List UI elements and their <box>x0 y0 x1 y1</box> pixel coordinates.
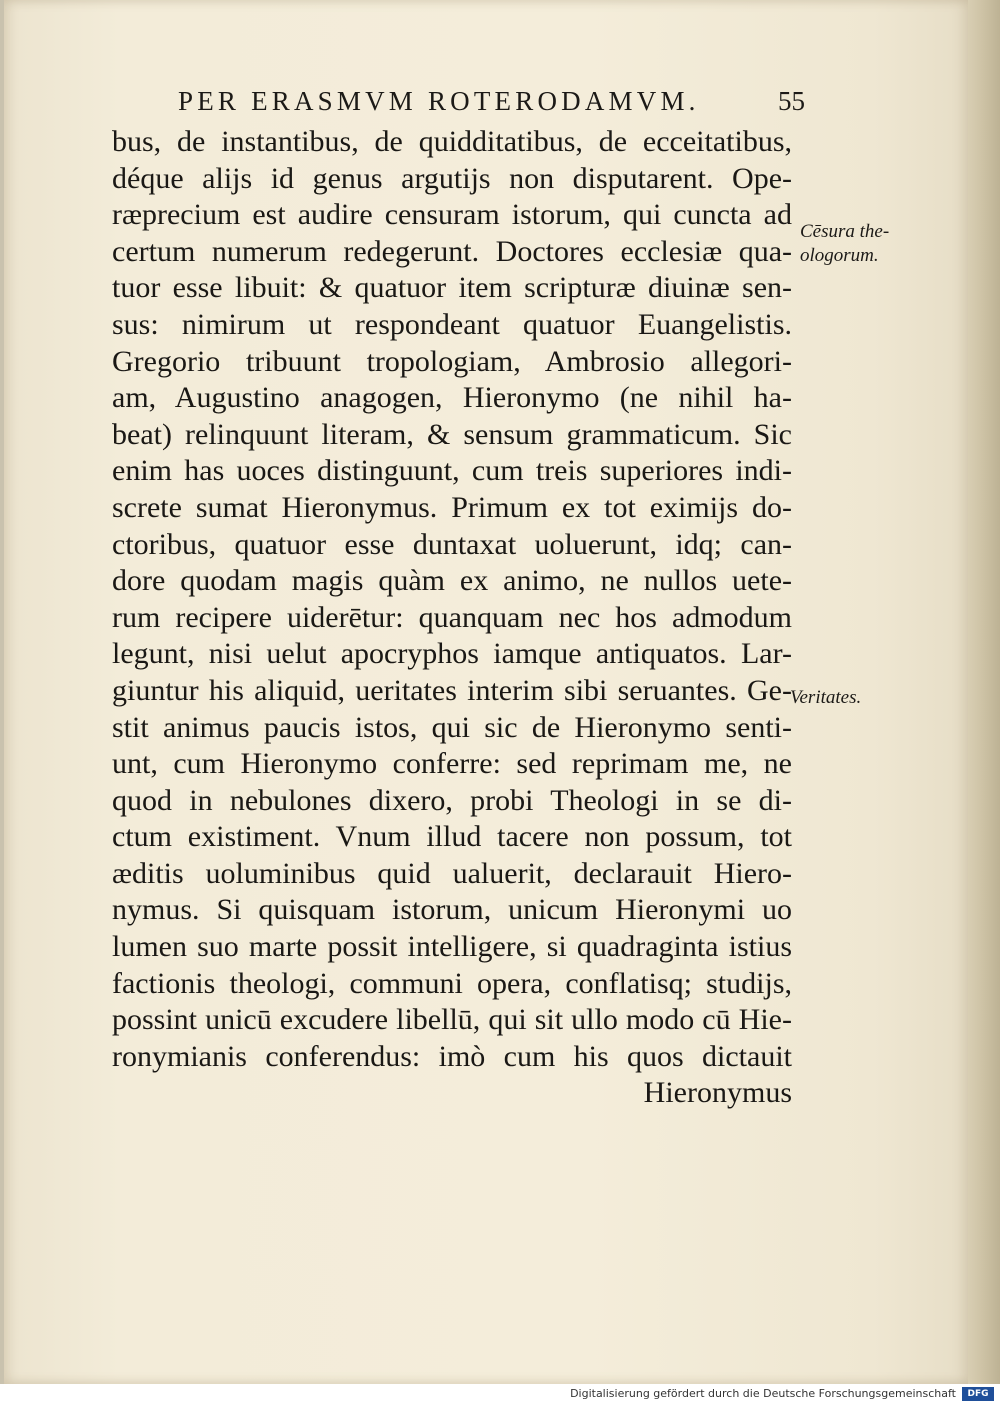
text-line: déque aliјs id genus argutiјs non disputarent. Ope- <box>112 161 792 195</box>
text-line: ctoribus, quatuor esse duntaxat uoluerunt, idq; can- <box>112 527 792 561</box>
text-line: quod in nebulones dixero, probi Theologi in se di- <box>112 783 792 817</box>
text-line: am, Augustino anagogen, Hieronymo (ne nihil ha- <box>112 381 792 415</box>
text-line: enim has uoces distinguunt, cum treis superiores indi- <box>112 454 792 488</box>
text-line: ctum existiment. Vnum illud tacere non possum, tot <box>112 820 792 854</box>
margin-note-veritates <box>790 686 910 710</box>
text-line: æditis uoluminibus quid ualuerit, declarauit Hiero- <box>112 856 792 890</box>
page-header <box>178 84 838 120</box>
text-line: legunt, nisi uelut apocryphos iamque antiquatos. Lar- <box>112 637 792 671</box>
text-line: bus, de instantibus, de quidditatibus, de ecceitatibus, <box>112 125 792 158</box>
text-line: nymus. Si quisquam istorum, unicum Hieronymi uo <box>112 893 792 927</box>
page-edge <box>968 0 1000 1384</box>
margin-note-line: Veritates. <box>790 687 862 708</box>
text-line: factionis theologi, communi opera, conflatisq; studiјs, <box>112 966 792 1000</box>
text-line: Gregorio tribuunt tropologiam, Ambrosio allegori- <box>112 344 792 378</box>
text-line: ronymianis conferendus: imò cum his quos dictauit <box>112 1039 792 1073</box>
margin-note-line: ologorum. <box>800 245 879 266</box>
text-line: unt, cum Hieronymo conferre: sed reprimam me, ne <box>112 747 792 781</box>
running-head: PER ERASMVM ROTERODAMVM. <box>178 86 700 116</box>
text-line: tuor esse libuit: & quatuor item scripturæ diuinæ sen- <box>112 271 792 305</box>
dfg-logo-icon: DFG <box>962 1387 994 1401</box>
catchword: Hieronymus <box>643 1076 792 1110</box>
footer-credit: Digitalisierung gefördert durch die Deutsche Forschungsgemeinschaft <box>570 1387 956 1400</box>
text-line: possint unicū excudere libellū, qui sit ullo modo cū Hie- <box>112 1003 792 1037</box>
text-line: dore quodam magis quàm ex animo, ne nullos uete- <box>112 564 792 598</box>
text-line: screte sumat Hieronymus. Primum ex tot eximiјs do- <box>112 490 792 524</box>
page-number: 55 <box>778 86 805 116</box>
main-text-block <box>112 124 792 1112</box>
text-line: beat) relinquunt literam, & sensum grammaticum. Sic <box>112 417 792 451</box>
margin-note-censura <box>800 220 920 268</box>
footer-bar <box>0 1384 1000 1404</box>
text-line: stit animus paucis istos, qui sic de Hieronymo senti- <box>112 710 792 744</box>
text-line: certum numerum redegerunt. Doctores ecclesiæ qua- <box>112 234 792 268</box>
margin-note-line: Cēsura the- <box>800 221 890 242</box>
text-line: lumen suo marte possit intelligere, si quadraginta istius <box>112 930 792 964</box>
text-line: rum recipere uiderētur: quanquam nec hos admodum <box>112 600 792 634</box>
text-line: giuntur his aliquid, ueritates interim sibi seruantes. Ge- <box>112 673 792 707</box>
text-line: ræprecium est audire censuram istorum, qui cuncta ad <box>112 198 792 232</box>
text-line: sus: nimirum ut respondeant quatuor Euangelistis. <box>112 307 792 341</box>
